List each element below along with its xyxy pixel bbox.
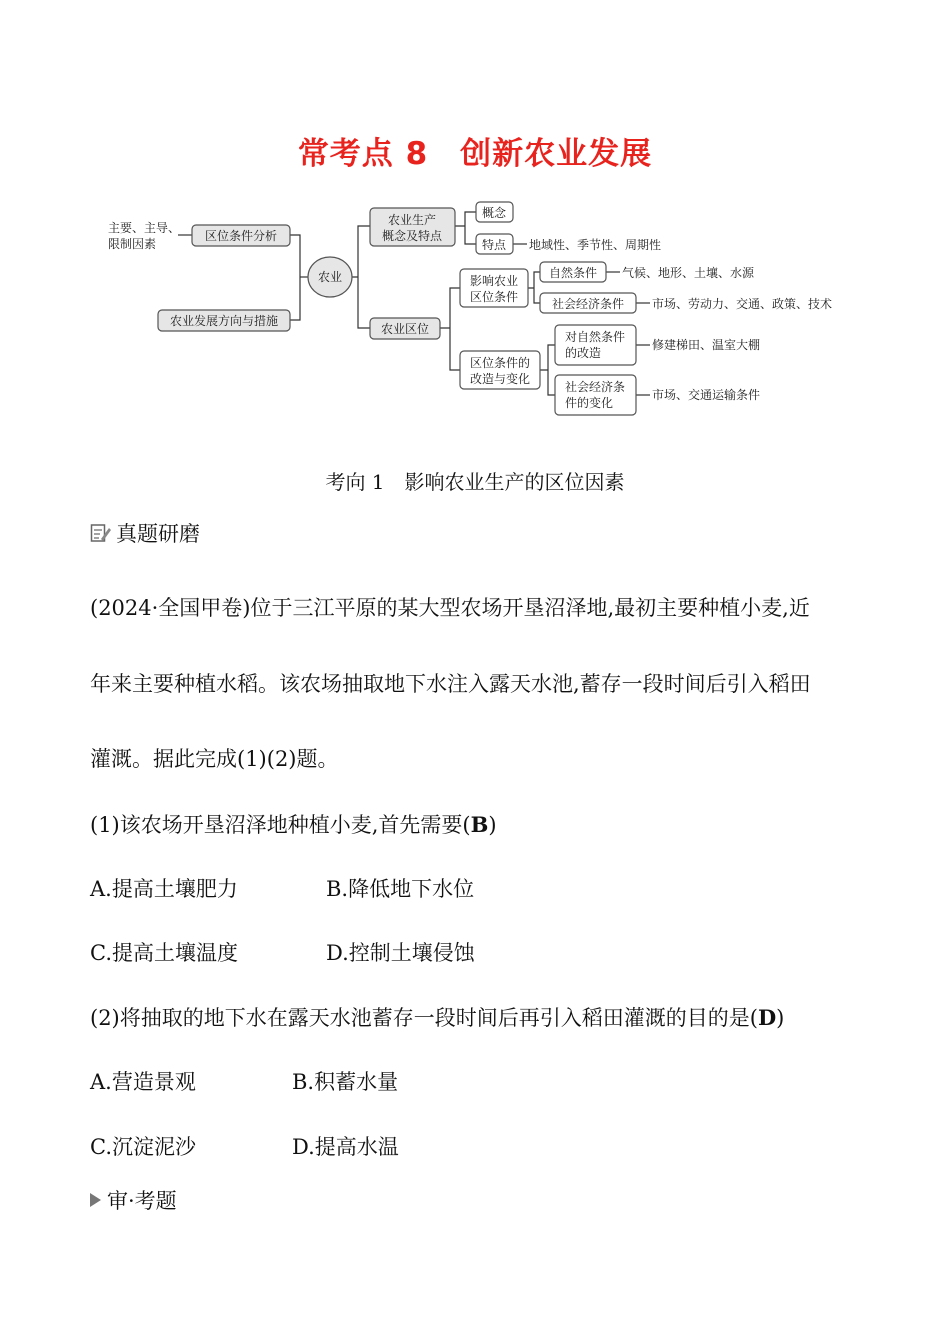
natural-mod-line1: 对自然条件: [564, 330, 626, 344]
direction-label: 农业发展方向与措施: [169, 314, 279, 328]
social-detail: 市场、劳动力、交通、政策、技术: [652, 297, 833, 311]
page-title: 常考点 8 创新农业发展: [297, 136, 653, 172]
connector: [440, 288, 460, 370]
connector: [455, 212, 476, 244]
natural-mod-line2: 的改造: [565, 346, 602, 360]
notebook-pencil-icon: [90, 523, 112, 543]
triangle-right-icon: [90, 1193, 101, 1207]
subheading: 考向 1 影响农业生产的区位因素: [325, 470, 625, 494]
question-2-stem: [90, 1002, 784, 1032]
q2-option-d: D.提高水温: [292, 1135, 399, 1159]
center-label: 农业: [317, 270, 343, 284]
q2-option-b: B.积蓄水量: [292, 1070, 399, 1094]
q2-close: ): [776, 1006, 785, 1030]
q1-option-d: D.控制土壤侵蚀: [326, 941, 475, 965]
connector: [528, 272, 540, 303]
analysis-label: 区位条件分析: [204, 229, 278, 243]
q2-option-c: C.沉淀泥沙: [90, 1135, 196, 1159]
feature-detail: 地域性、季节性、周期性: [529, 238, 662, 252]
natural-label: 自然条件: [548, 266, 598, 280]
q1-stem-text: (1)该农场开垦沼泽地种植小麦,首先需要(: [90, 813, 471, 837]
change-line1: 区位条件的: [469, 356, 531, 370]
influence-line1: 影响农业: [469, 274, 519, 288]
question-1-stem: [90, 809, 497, 839]
natural-detail: 气候、地形、土壤、水源: [622, 266, 755, 280]
intro-line-1: (2024·全国甲卷)位于三江平原的某大型农场开垦沼泽地,最初主要种植小麦,近: [90, 596, 810, 620]
intro-line-3: 灌溉。据此完成(1)(2)题。: [90, 747, 339, 771]
social-mod-line1: 社会经济条: [564, 380, 626, 394]
concept-line1: 农业生产: [387, 213, 437, 227]
q1-option-b: B.降低地下水位: [326, 877, 475, 901]
section-review: [90, 1185, 177, 1215]
q1-option-a: A.提高土壤肥力: [90, 877, 238, 901]
left-note-line1: 主要、主导、: [108, 221, 181, 235]
concept-leaf: 概念: [481, 206, 507, 220]
influence-line2: 区位条件: [469, 290, 519, 304]
q1-close: ): [488, 813, 497, 837]
q1-answer: B: [470, 812, 489, 837]
q2-answer: D: [757, 1005, 777, 1030]
q2-option-a: A.营造景观: [90, 1070, 196, 1094]
left-note-line2: 限制因素: [108, 237, 157, 251]
natural-mod-detail: 修建梯田、温室大棚: [652, 338, 761, 352]
q2-stem-text: (2)将抽取的地下水在露天水池蓄存一段时间后再引入稻田灌溉的目的是(: [90, 1006, 758, 1030]
mind-map: [0, 190, 950, 430]
section-heading: [90, 518, 200, 548]
connector: [540, 345, 555, 395]
concept-line2: 概念及特点: [381, 229, 443, 243]
feature-leaf: 特点: [481, 238, 507, 252]
connector: [290, 235, 300, 320]
intro-line-2: 年来主要种植水稻。该农场抽取地下水注入露天水池,蓄存一段时间后引入稻田: [90, 672, 811, 696]
section-heading-text: 真题研磨: [116, 522, 200, 546]
section-review-text: 审·考题: [107, 1189, 177, 1213]
q1-option-c: C.提高土壤温度: [90, 941, 238, 965]
social-mod-detail: 市场、交通运输条件: [652, 388, 761, 402]
social-mod-line2: 件的变化: [565, 396, 614, 410]
social-label: 社会经济条件: [551, 297, 625, 311]
location-label: 农业区位: [380, 322, 430, 336]
connector: [352, 226, 370, 328]
change-line2: 改造与变化: [469, 372, 531, 386]
